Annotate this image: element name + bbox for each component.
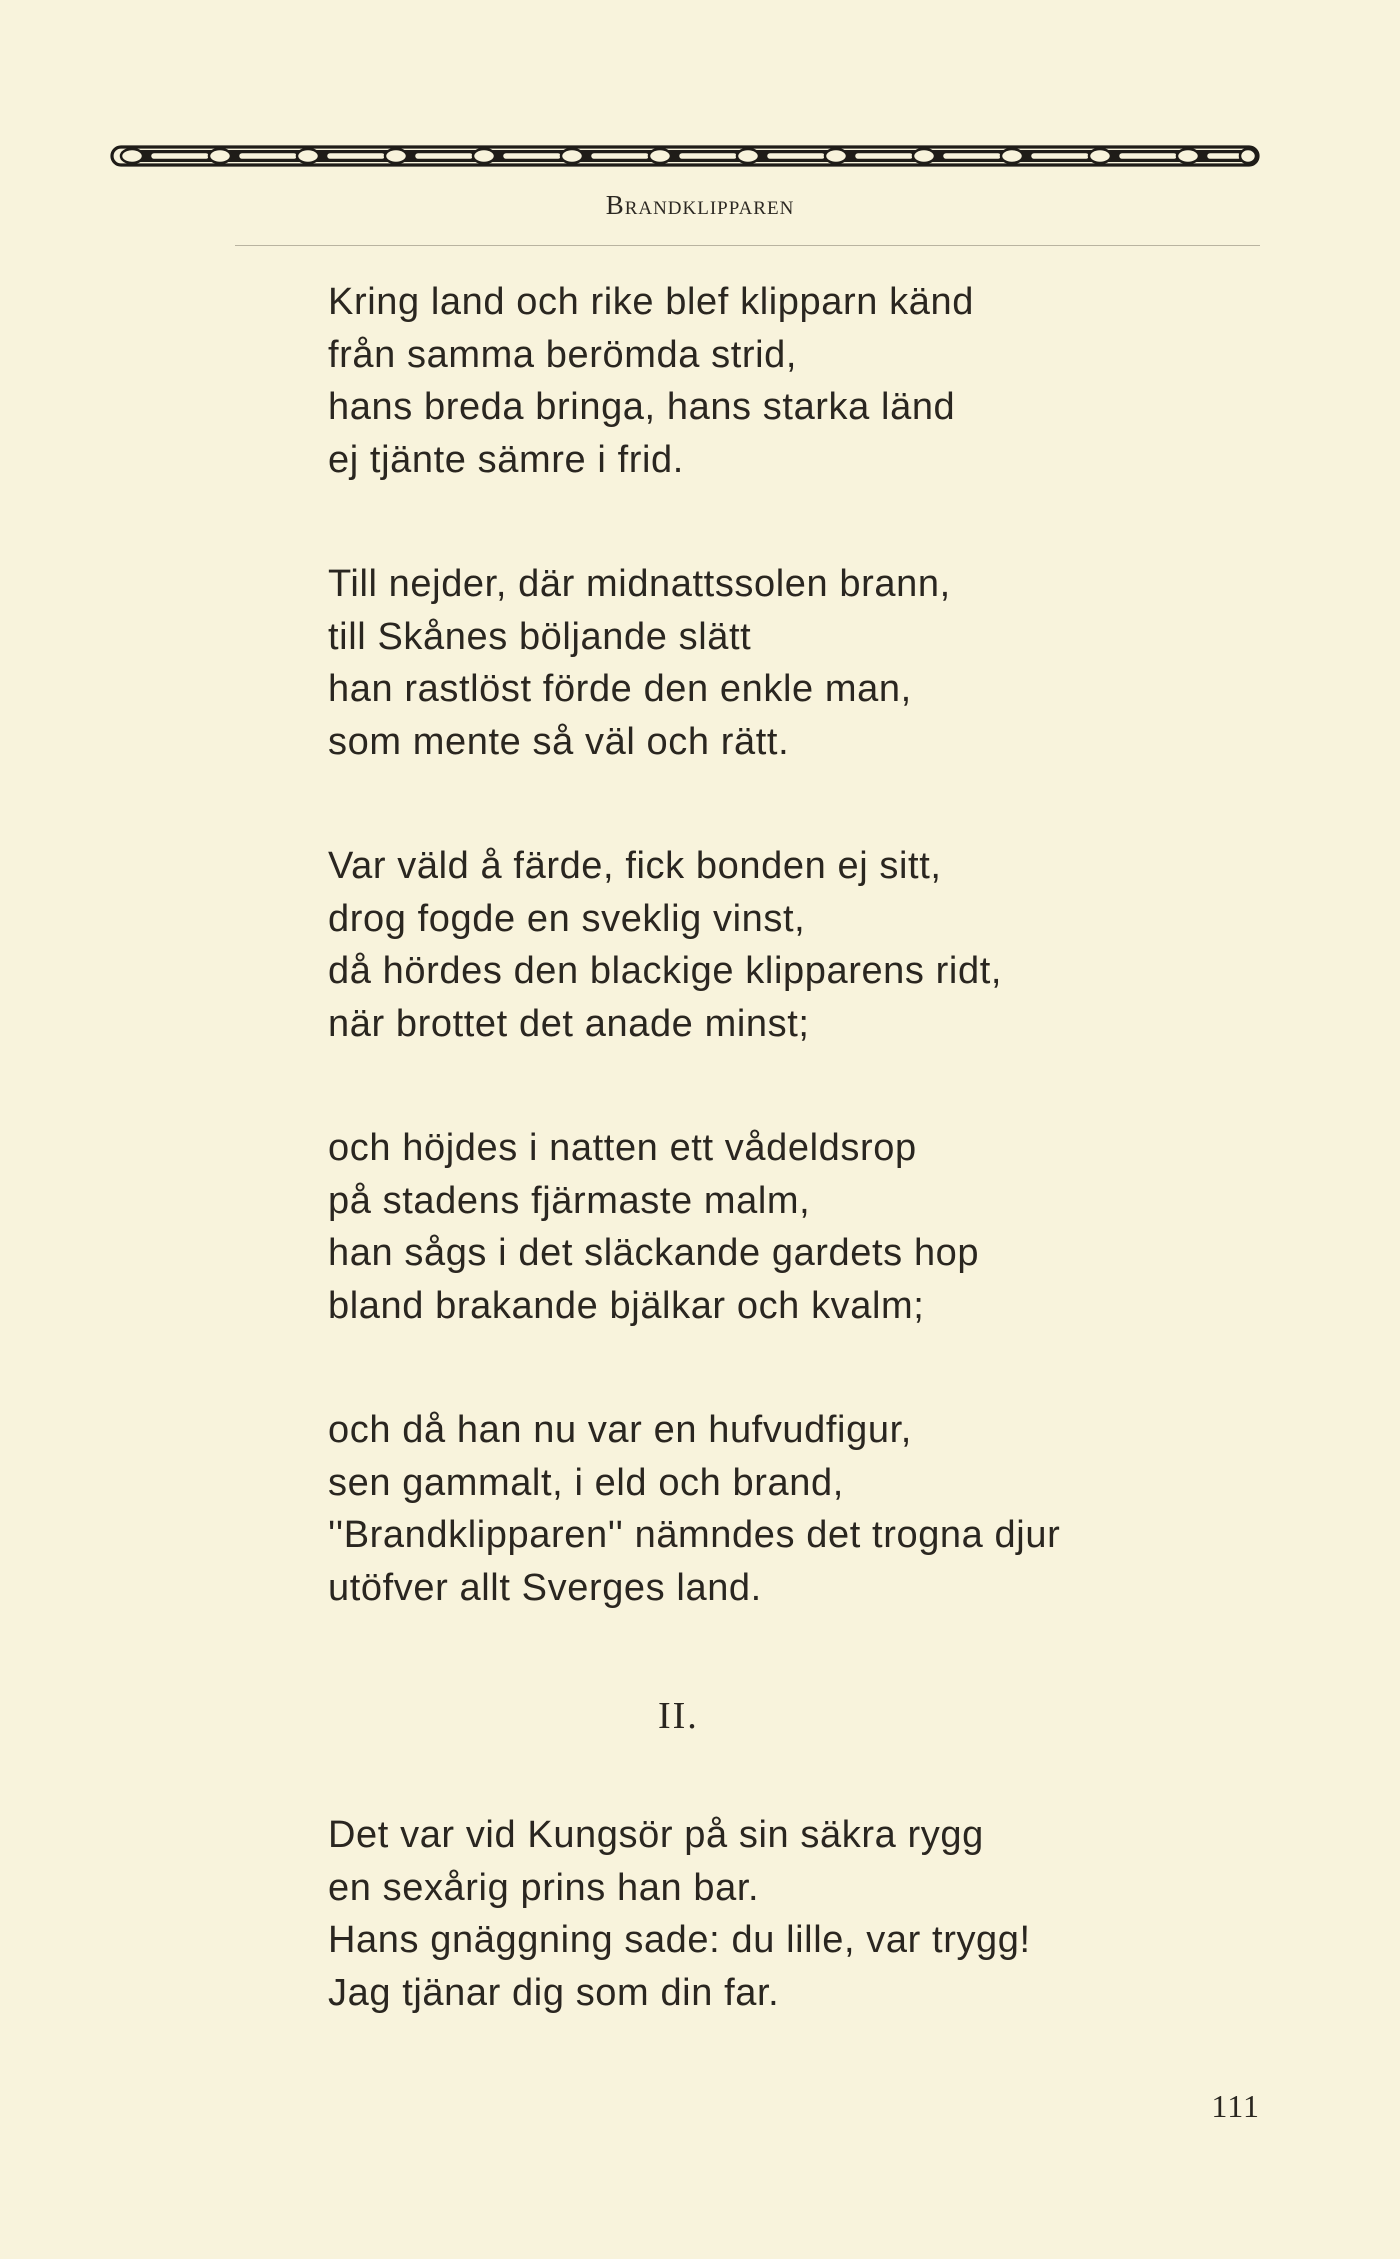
stanza-3 <box>328 840 1328 1050</box>
verse-line: en sexårig prins han bar. <box>328 1866 760 1909</box>
verse-line: han sågs i det släckande gardets hop <box>328 1232 980 1274</box>
verse-line: då hördes den blackige klipparens ridt, <box>328 950 1003 992</box>
verse-line: utöfver allt Sverges land. <box>328 1566 762 1609</box>
page-number: 111 <box>1211 2088 1260 2124</box>
verse-line: och höjdes i natten ett vådeldsrop <box>328 1127 917 1169</box>
stanza-1 <box>328 276 1328 486</box>
verse-line: han rastlöst förde den enkle man, <box>328 668 912 710</box>
verse-line: hans breda bringa, hans starka länd <box>328 386 956 428</box>
verse-line: bland brakande bjälkar och kvalm; <box>328 1284 925 1327</box>
verse-line: till Skånes böljande slätt <box>328 615 752 658</box>
verse-line: ej tjänte sämre i frid. <box>328 438 684 481</box>
verse-line: Hans gnäggning sade: du lille, var trygg! <box>328 1919 1031 1961</box>
verse-line: Till nejder, där midnattssolen brann, <box>328 563 951 605</box>
verse-line: Kring land och rike blef klipparn känd <box>328 281 974 323</box>
header-rule <box>235 245 1260 246</box>
verse-line: som mente så väl och rätt. <box>328 720 790 763</box>
verse-line: drog fogde en sveklig vinst, <box>328 897 806 940</box>
stanza-4 <box>328 1122 1328 1332</box>
verse-line: Jag tjänar dig som din far. <box>328 1971 780 2014</box>
poem-body <box>328 276 1328 2019</box>
verse-line: när brottet det anade minst; <box>328 1002 810 1045</box>
running-title: Brandklipparen <box>605 190 795 220</box>
chain-ornament <box>110 138 1260 174</box>
verse-line: på stadens fjärmaste malm, <box>328 1179 811 1222</box>
verse-line: från samma berömda strid, <box>328 333 798 376</box>
verse-line: sen gammalt, i eld och brand, <box>328 1461 844 1504</box>
stanza-section-two <box>328 1809 1328 2019</box>
section-number: II. <box>658 1695 699 1737</box>
verse-line: och då han nu var en hufvudfigur, <box>328 1409 912 1451</box>
verse-line: Det var vid Kungsör på sin säkra rygg <box>328 1814 984 1856</box>
verse-line: ''Brandklipparen'' nämndes det trogna djur <box>328 1514 1061 1556</box>
verse-line: Var väld å färde, fick bonden ej sitt, <box>328 845 942 887</box>
stanza-5 <box>328 1404 1328 1614</box>
stanza-2 <box>328 558 1328 768</box>
